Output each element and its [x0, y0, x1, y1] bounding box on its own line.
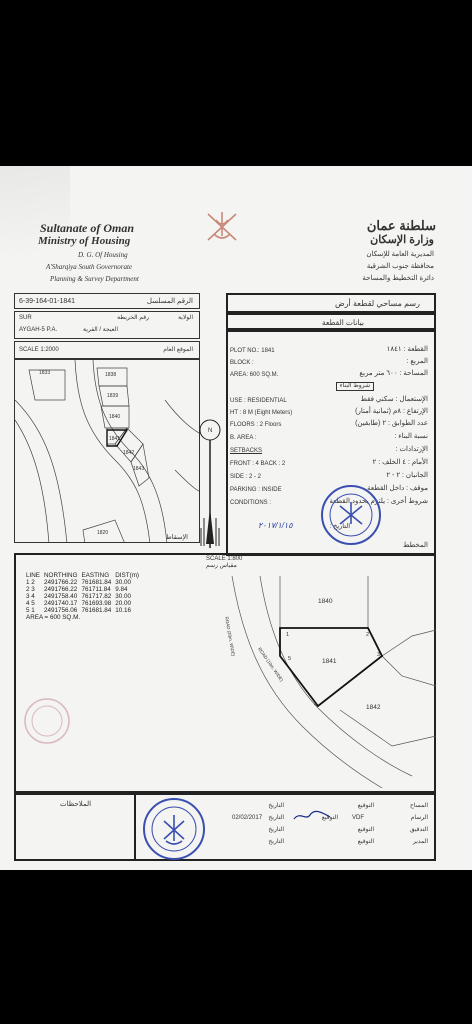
cell: 761711.84	[81, 586, 111, 593]
north-arrow-icon	[198, 418, 222, 548]
col-line: LINE	[26, 572, 40, 579]
area: AREA: 600 SQ.M.	[230, 372, 279, 378]
table-row	[26, 607, 143, 614]
serial-row	[14, 293, 200, 309]
en-dg: D. G. Of Housing	[78, 251, 128, 259]
location-scale: SCALE 1:2000	[19, 347, 59, 353]
col-easting: EASTING	[81, 572, 110, 579]
handwritten-signature	[292, 809, 332, 823]
col-northing: NORTHING	[44, 572, 78, 579]
cell: 761681.84	[81, 579, 112, 586]
area-ar: المساحة : ٦٠٠ متر مربع	[359, 370, 428, 377]
date-label-ar: التاريخ :	[329, 523, 350, 530]
vertex-1: 1	[286, 632, 290, 638]
loc-plot-1839: 1839	[107, 393, 119, 399]
date-label-4: التاريخ	[268, 839, 284, 845]
cell: 9.84	[115, 586, 128, 593]
road-label-10m: ROAD (10m. WIDE)	[257, 646, 285, 683]
area-row	[26, 614, 143, 621]
loc-plot-1838: 1838	[105, 372, 117, 378]
location-label: الموقع العام	[163, 347, 193, 353]
road-label-20m: ROAD (20m. WIDE)	[224, 616, 237, 657]
loc-plot-1840: 1840	[109, 414, 121, 420]
plot-data-title-box	[226, 313, 436, 330]
area-total: AREA = 600 SQ.M.	[26, 614, 81, 621]
loc-plot-1843: 1843	[133, 466, 145, 472]
map-number-label: رقم الخريطة	[117, 315, 149, 321]
ar-governorate: محافظة جنوب الشرقية	[366, 263, 434, 270]
survey-document	[0, 166, 472, 870]
col-dist: DIST(m)	[115, 572, 140, 579]
loc-plot-1842: 1842	[123, 450, 135, 456]
floors: FLOORS : 2 Floors	[230, 422, 282, 428]
building-area: B. AREA :	[230, 435, 257, 441]
cell: 2491740.17	[44, 600, 78, 607]
en-department: Planning & Survey Department	[50, 275, 139, 283]
location-map-drawing	[15, 360, 200, 543]
cell: 20.00	[115, 600, 132, 607]
diagram-label: المخطط	[402, 542, 428, 549]
cell: 2491756.06	[44, 607, 78, 614]
faint-seal-icon	[22, 696, 72, 746]
ar-dg: المديرية العامة للإسكان	[366, 251, 434, 258]
notes-label: الملاحظات	[60, 801, 92, 808]
setbacks: SETBACKS	[230, 448, 263, 454]
front-back-ar: الأمام : ٤ الخلف : ٢	[372, 459, 428, 466]
director-label: المدير	[412, 839, 428, 845]
cell: 30.00	[115, 593, 132, 600]
serial-number: 6-39-164-01-1841	[19, 298, 76, 305]
conditions: CONDITIONS :	[230, 500, 272, 506]
vertex-3: 3	[377, 652, 381, 658]
cell: 30.00	[115, 579, 132, 586]
loc-plot-1841: 1841	[109, 436, 121, 442]
cell: 5 1	[26, 607, 35, 614]
diagram-scale: SCALE 1:800	[206, 556, 243, 562]
date-label-1: التاريخ	[268, 803, 284, 809]
sig-divider	[134, 793, 136, 861]
sig-label-4: التوقيع	[357, 839, 374, 845]
north-label: N	[208, 428, 213, 434]
use: USE : RESIDENTIAL	[230, 398, 287, 404]
parking: PARKING : INSIDE	[230, 487, 282, 493]
map-wilayat-box	[14, 311, 200, 339]
scale-row	[14, 341, 200, 359]
wilayat-label: الولاية	[178, 315, 193, 321]
vertex-2: 2	[366, 632, 370, 638]
building-area-ar: نسبة البناء :	[394, 433, 428, 440]
cell: 10.16	[115, 607, 132, 614]
official-stamp-icon	[320, 484, 382, 546]
vertex-4: 4	[314, 702, 318, 708]
sig-label-1: التوقيع	[357, 803, 374, 809]
checker-label: التدقيق	[409, 827, 428, 833]
surveyor-label: المساح	[409, 803, 428, 809]
diag-plot-1841: 1841	[322, 658, 337, 665]
sig-label-2: التوقيع	[321, 815, 338, 821]
cell: 2 3	[26, 586, 35, 593]
vertex-5: 5	[288, 656, 292, 662]
height-ar: الإرتفاع : ٨م (ثمانية أمتار)	[355, 408, 428, 415]
parking-ar: موقف : داخل القطعة	[367, 485, 428, 492]
serial-label: الرقم المسلسل	[146, 298, 193, 305]
diag-plot-1842: 1842	[366, 704, 381, 711]
area-ar: العيجة / القرية	[83, 327, 119, 333]
cell: 2491766.22	[44, 586, 78, 593]
use-ar: الإستعمال : سكني فقط	[360, 396, 428, 403]
block-ar: المربع :	[406, 358, 428, 365]
diag-plot-1840: 1840	[318, 598, 333, 605]
form-title: رسم مساحي لقطعة أرض	[335, 299, 420, 308]
plot-no: PLOT NO.: 1841	[230, 348, 275, 354]
table-row	[26, 586, 143, 593]
en-ministry: Ministry of Housing	[38, 235, 131, 247]
side: SIDE : 2 - 2	[230, 474, 262, 480]
height: HT : 8 M (Eight Meters)	[230, 410, 293, 416]
plot-1841-boundary	[280, 628, 382, 706]
cell: 761681.84	[81, 607, 112, 614]
setbacks-ar: الإرتدادات :	[395, 446, 428, 453]
projection-label: الإسقاط	[165, 534, 188, 541]
side-ar: الجانبان : ٢ - ٢	[386, 472, 428, 479]
directorate-stamp-icon	[142, 797, 206, 861]
plot-diagram	[222, 576, 436, 788]
coord-header-row	[26, 572, 143, 579]
wilayat-value: SUR	[19, 315, 32, 321]
building-conditions: شروط البناء	[336, 382, 374, 391]
loc-plot-1820: 1820	[97, 530, 109, 536]
table-row	[26, 600, 143, 607]
cell: 761693.98	[81, 600, 112, 607]
conditions-ar: شروط أخرى : يلتزم بحدود القطعة	[329, 498, 428, 505]
location-map	[14, 359, 200, 543]
ar-department: دائرة التخطيط والمساحة	[362, 275, 434, 282]
coordinates-table	[26, 572, 143, 621]
sig-label-3: التوقيع	[357, 827, 374, 833]
cell: 3 4	[26, 593, 35, 600]
cell: 2491766.22	[44, 579, 78, 586]
plot-no-ar: القطعة : ١٨٤١	[386, 346, 428, 353]
block: BLOCK :	[230, 360, 254, 366]
en-title: Sultanate of Oman	[40, 221, 135, 235]
draftsman-label: الرسام	[410, 815, 428, 821]
draft-date: 02/02/2017	[232, 815, 263, 821]
handwritten-date: ٢٠١٧/١/١٥	[258, 521, 293, 530]
cell: 4 5	[26, 600, 35, 607]
area-value: AYGAH-5 P.A.	[19, 327, 58, 333]
oman-emblem-icon	[200, 206, 244, 246]
form-title-box	[226, 293, 436, 313]
draftsman-name: VDF	[352, 815, 364, 821]
plot-data-title: بيانات القطعة	[321, 318, 364, 327]
table-row	[26, 593, 143, 600]
table-row	[26, 579, 143, 586]
signatures-box	[14, 793, 436, 861]
date-label-2: التاريخ	[268, 815, 284, 821]
diagram-scale-ar: مقياس رسم	[206, 563, 237, 569]
cell: 2491758.40	[44, 593, 78, 600]
cell: 1 2	[26, 579, 35, 586]
ar-ministry: وزارة الإسكان	[370, 234, 434, 246]
date-label-3: التاريخ	[268, 827, 284, 833]
loc-plot-1833: 1833	[39, 370, 51, 376]
front-back: FRONT : 4 BACK : 2	[230, 461, 286, 467]
en-governorate: A'Sharqiya South Governorate	[46, 263, 133, 271]
floors-ar: عدد الطوابق : ٢ (طابقين)	[355, 420, 428, 427]
cell: 761717.82	[81, 593, 112, 600]
ar-title: سلطنة عمان	[366, 218, 436, 233]
